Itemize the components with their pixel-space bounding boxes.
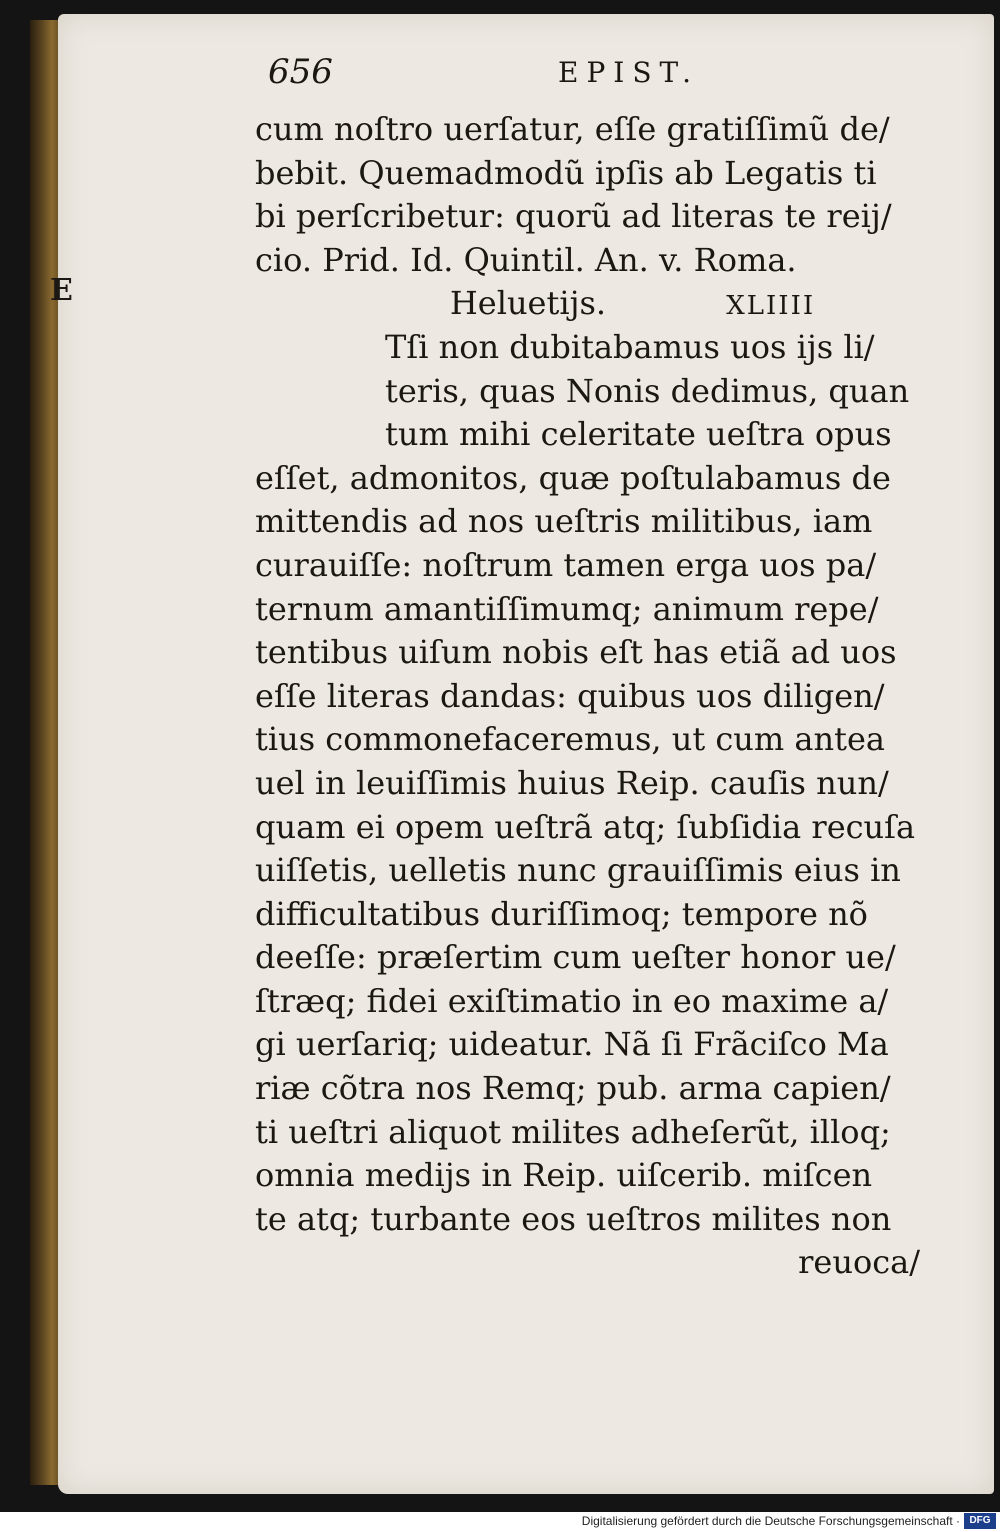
drop-cap-initial: E <box>50 273 73 308</box>
text-line: tum mihi celeritate ueſtra opus <box>385 415 892 454</box>
text-block <box>255 108 930 1285</box>
text-line: gi uerſariq; uideatur. Nã ſi Frãciſco Ma <box>255 1025 889 1064</box>
footer-bar <box>0 1512 1000 1532</box>
text-line: uiſſetis, uelletis nunc grauiſſimis eius in <box>255 851 901 890</box>
running-title: EPIST. <box>558 56 699 89</box>
letter-number: XLIIII <box>726 291 816 322</box>
text-line: eſſet, admonitos, quæ poſtulabamus de <box>255 458 891 497</box>
text-line: ſtræq; fidei exiſtimatio in eo maxime a/ <box>255 981 889 1020</box>
text-line: deeſſe: præſertim cum ueſter honor ue/ <box>255 938 896 977</box>
dfg-logo: DFG <box>964 1513 996 1529</box>
letter-heading <box>255 282 930 326</box>
text-line: tius commonefaceremus, ut cum antea <box>255 720 885 759</box>
text-line: cum noſtro uerſatur, eſſe gratiſſimũ de/ <box>255 110 890 148</box>
text-line: tentibus uiſum nobis eſt has etiã ad uos <box>255 633 897 672</box>
page-number: 656 <box>268 52 333 92</box>
letter-recipient: Heluetijs. <box>449 284 607 323</box>
text-line: difficultatibus duriſſimoq; tempore nõ <box>255 894 868 933</box>
text-line: bi perſcribetur: quorũ ad literas te reij/ <box>255 197 892 236</box>
text-line: mittendis ad nos ueſtris militibus, iam <box>255 502 873 541</box>
text-line: riæ cõtra nos Remq; pub. arma capien/ <box>255 1069 891 1108</box>
running-head <box>268 52 928 96</box>
text-line: Tſi non dubitabamus uos ijs li/ <box>385 327 875 366</box>
text-line: ti ueſtri aliquot milites adheſerũt, illoq; <box>255 1112 891 1151</box>
text-line: bebit. Quemadmodũ ipſis ab Legatis ti <box>255 153 877 192</box>
text-line: curauiſſe: noſtrum tamen erga uos pa/ <box>255 545 877 584</box>
text-line: uel in leuiſſimis huius Reip. cauſis nun/ <box>255 763 889 802</box>
text-line: quam ei opem ueſtrã atq; ſubſidia recuſa <box>255 807 916 846</box>
funding-credit: Digitalisierung gefördert durch die Deutsche Forschungsgemeinschaft · <box>581 1514 960 1528</box>
text-line: omnia medijs in Reip. uiſcerib. miſcen <box>255 1156 873 1195</box>
text-line: te atq; turbante eos ueſtros milites non <box>255 1199 892 1238</box>
text-line: eſſe literas dandas: quibus uos diligen/ <box>255 676 885 715</box>
text-line: teris, quas Nonis dedimus, quan <box>385 371 910 410</box>
text-line: cio. Prid. Id. Quintil. An. v. Roma. <box>255 240 797 279</box>
text-line: ternum amantiſſimumq; animum repe/ <box>255 589 879 628</box>
catchword: reuoca/ <box>798 1243 920 1282</box>
